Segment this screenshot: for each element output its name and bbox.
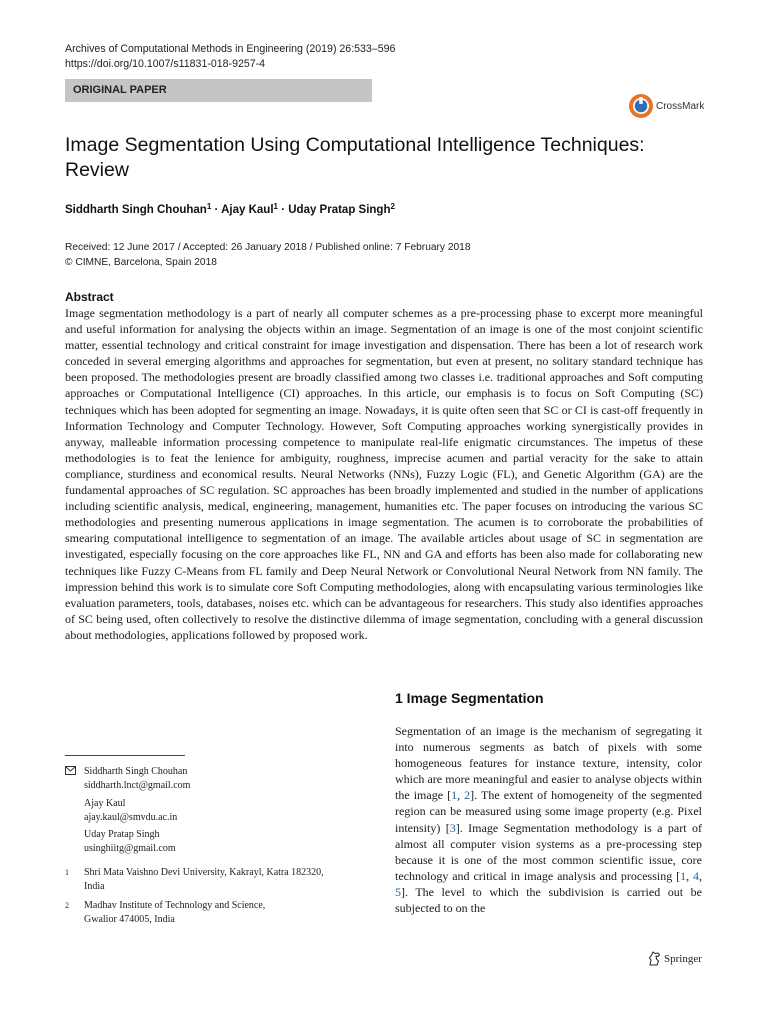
corresponding-author-email[interactable]: siddharth.lnct@gmail.com: [84, 780, 191, 791]
section-heading: 1 Image Segmentation: [395, 690, 544, 706]
journal-header: [65, 42, 395, 71]
citation-separator: ,: [699, 868, 703, 883]
author-list: [65, 202, 395, 216]
history-dates: Received: 12 June 2017 / Accepted: 26 January 2018 / Published online: 7 February 2018: [65, 242, 471, 253]
affiliation-line: Madhav Institute of Technology and Science,: [84, 900, 266, 911]
journal-citation: Archives of Computational Methods in Engineering (2019) 26:533–596: [65, 43, 396, 55]
coauthor-email[interactable]: usinghiitg@gmail.com: [84, 843, 176, 854]
publisher-name: Springer: [664, 952, 702, 965]
citation-link[interactable]: 3: [449, 820, 456, 835]
affiliation-line: Shri Mata Vaishno Devi University, Kakrayl, Katra 182320,: [84, 867, 324, 878]
doi-link[interactable]: https://doi.org/10.1007/s11831-018-9257-4: [65, 57, 266, 70]
author-separator: ·: [214, 204, 219, 216]
affiliation-1: [84, 866, 324, 894]
affiliation-number: 2: [65, 901, 69, 910]
corresponding-author-name: Siddharth Singh Chouhan: [84, 766, 188, 777]
springer-horse-icon: [648, 951, 661, 966]
article-type-badge: ORIGINAL PAPER: [65, 79, 372, 102]
citation-link[interactable]: 5: [395, 884, 401, 899]
crossmark-button[interactable]: [628, 93, 704, 119]
section-body-paragraph: [395, 723, 702, 916]
author-affiliation-marker: 1: [206, 202, 212, 211]
author-name[interactable]: Uday Pratap Singh: [288, 204, 391, 216]
author-name[interactable]: Siddharth Singh Chouhan: [65, 204, 207, 216]
abstract-heading: Abstract: [65, 290, 114, 304]
publisher-logo: [648, 951, 702, 966]
coauthor-email[interactable]: ajay.kaul@smvdu.ac.in: [84, 812, 178, 823]
paper-title-line-1: Image Segmentation Using Computational Intelligence Techniques:: [65, 134, 645, 156]
citation-link[interactable]: 1: [451, 788, 458, 803]
coauthor-contact: [84, 797, 177, 825]
affiliation-line: India: [84, 881, 105, 892]
citation-link[interactable]: 4: [693, 868, 700, 883]
citation-separator: ,: [686, 868, 694, 883]
citation-link[interactable]: 1: [680, 868, 687, 883]
affiliation-2: [84, 899, 265, 927]
body-text-segment: ]. The level to which the subdivision is carried out be subjected to on the: [395, 884, 702, 916]
footnote-divider: [65, 755, 185, 756]
affiliation-number: 1: [65, 868, 69, 877]
paper-title: [65, 133, 705, 183]
citation-link[interactable]: 2: [464, 788, 471, 803]
citation-separator: ,: [457, 788, 465, 803]
affiliation-line: Gwalior 474005, India: [84, 914, 175, 925]
coauthor-name: Uday Pratap Singh: [84, 829, 160, 840]
envelope-icon: [65, 766, 76, 775]
body-text-segment: ]. The extent of homogeneity of the segmented region can be measured using some image property (e.g. Pixel intensity) [: [395, 788, 702, 835]
author-separator: ·: [281, 204, 286, 216]
publication-dates: [65, 241, 471, 270]
body-text-segment: ]. Image Segmentation methodology is a part of almost all computer vision systems as a pre-processing step because it is one of the most common scientific issue, core technology and critical in image analysis and processing [: [395, 820, 702, 883]
author-name[interactable]: Ajay Kaul: [221, 204, 274, 216]
crossmark-icon: [628, 93, 654, 119]
corresponding-author-block: [84, 765, 190, 793]
abstract-text: Image segmentation methodology is a part of nearly all computer schemes as a pre-processing phase to excerpt more meaningful and useful information for analysing the objects within an image. Segmentation of an image is one of the most conjoint scientific matter, essential technology and critical constraint for image investigation and dispensation. There has been a lot of research work conceded in several emerging algorithms and approaches for segmentation, but even at present, no solitary standard technique has been proposed. The methodologies present are broadly classified among two classes i.e. traditional approaches and Soft computing approaches or Computational Intelligence (CI) approaches. In this article, our emphasis is to focus on Soft Computing (SC) techniques which has been adopted for segmenting an image. Nowadays, it is quite often seen that SC or CI is cast-off frequently in Information Technology and Computer Technology. However, Soft Computing approaches working synergistically provides in anyway, malleable information processing competence to manipulate real-life enigmatic circumstances. The impetus of these methodologies is to feat the lenience for ambiguity, roughness, imprecise acumen and partial veracity for the sake to attain compliance, sturdiness and economical results. Neural Networks (NNs), Fuzzy Logic (FL), and Genetic Algorithm (GA) are the fundamental approaches of SC regulation. SC approaches has been broadly implemented and studied in the number of applications including scientific analysis, medical, engineering, management, humanities etc. The paper focuses on introducing the various SC methodologies and presenting numerous applications in image segmentation. The acumen is to corroborate the probabilities of smearing computational intelligence to segmentation of an image. The available articles about usage of SC in segmentation are investigated, especially focusing on the core approaches like FL, NN and GA and efforts has been also made for collaborating new techniques like Fuzzy C-Means from FL family and Deep Neural Network or Convolutional Neural Network from NN family. The impression behind this work is to simulate core Soft Computing methodologies, along with encapsulating various terminologies like evaluation parameters, tools, databases, noises etc. which can be advantageous for researchers. This study also identifies approaches of SC being used, often collectively to resolve the distinctive dilemma of image segmentation, concluding with a general discussion about methodologies, applications followed by proposed work.: [65, 306, 703, 642]
coauthor-contact: [84, 828, 176, 856]
crossmark-label: CrossMark: [656, 100, 705, 112]
coauthor-name: Ajay Kaul: [84, 798, 126, 809]
body-text-segment: Segmentation of an image is the mechanism of segregating it into numerous segments as batch of pixels with some homogeneous features for instance texture, intensity, color which are more meaningful and easier to analyse objects within the image [: [395, 724, 702, 803]
author-affiliation-marker: 1: [273, 202, 278, 211]
paper-title-line-2: Review: [65, 159, 129, 181]
copyright-line: © CIMNE, Barcelona, Spain 2018: [65, 256, 217, 268]
author-affiliation-marker: 2: [390, 202, 395, 211]
